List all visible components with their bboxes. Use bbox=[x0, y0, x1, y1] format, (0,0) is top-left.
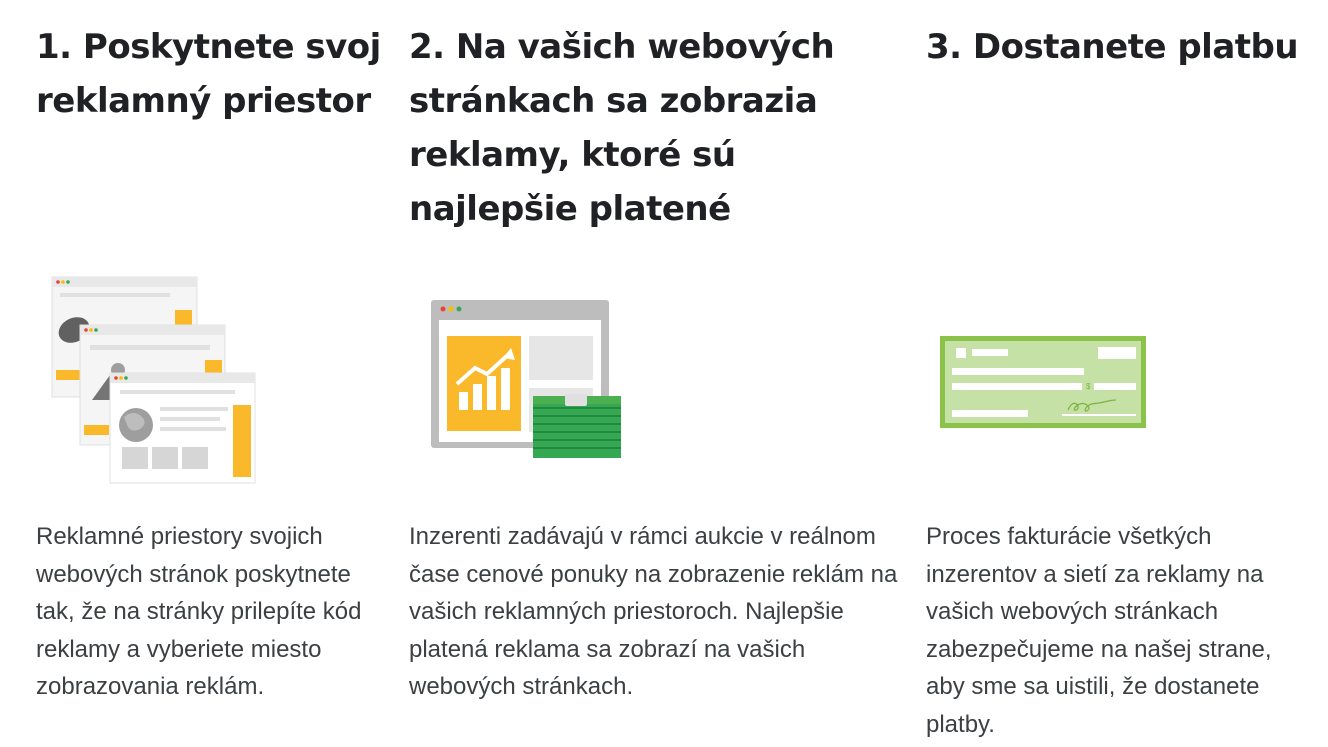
step-2-title: 2. Na vašich webových stránkach sa zobrazia reklamy, ktoré sú najlepšie platené bbox=[409, 27, 835, 229]
browser-growth-chart-money-icon bbox=[429, 296, 629, 466]
stacked-web-pages-icon bbox=[50, 275, 265, 490]
svg-text:$: $ bbox=[1086, 382, 1091, 391]
step-1-description: Reklamné priestory svojich webových stránok poskytnete tak, že na stránky prilepíte kód reklamy a vyberiete miesto zobrazovania reklám. bbox=[36, 523, 362, 701]
bank-check-icon bbox=[938, 334, 1150, 432]
step-2-description: Inzerenti zadávajú v rámci aukcie v reálnom čase cenové ponuky na zobrazenie reklám na vašich reklamných priestoroch. Najlepšie platená reklama sa zobrazí na vašich webových stránkach. bbox=[409, 523, 898, 701]
step-3-title: 3. Dostanete platbu bbox=[926, 27, 1299, 67]
step-1-title: 1. Poskytnete svoj reklamný priestor bbox=[36, 27, 381, 121]
step-3-description: Proces fakturácie všetkých inzerentov a sietí za reklamy na vašich webových stránkach zabezpečujeme na našej strane, aby sme sa uistili, že dostanete platby. bbox=[926, 523, 1272, 738]
